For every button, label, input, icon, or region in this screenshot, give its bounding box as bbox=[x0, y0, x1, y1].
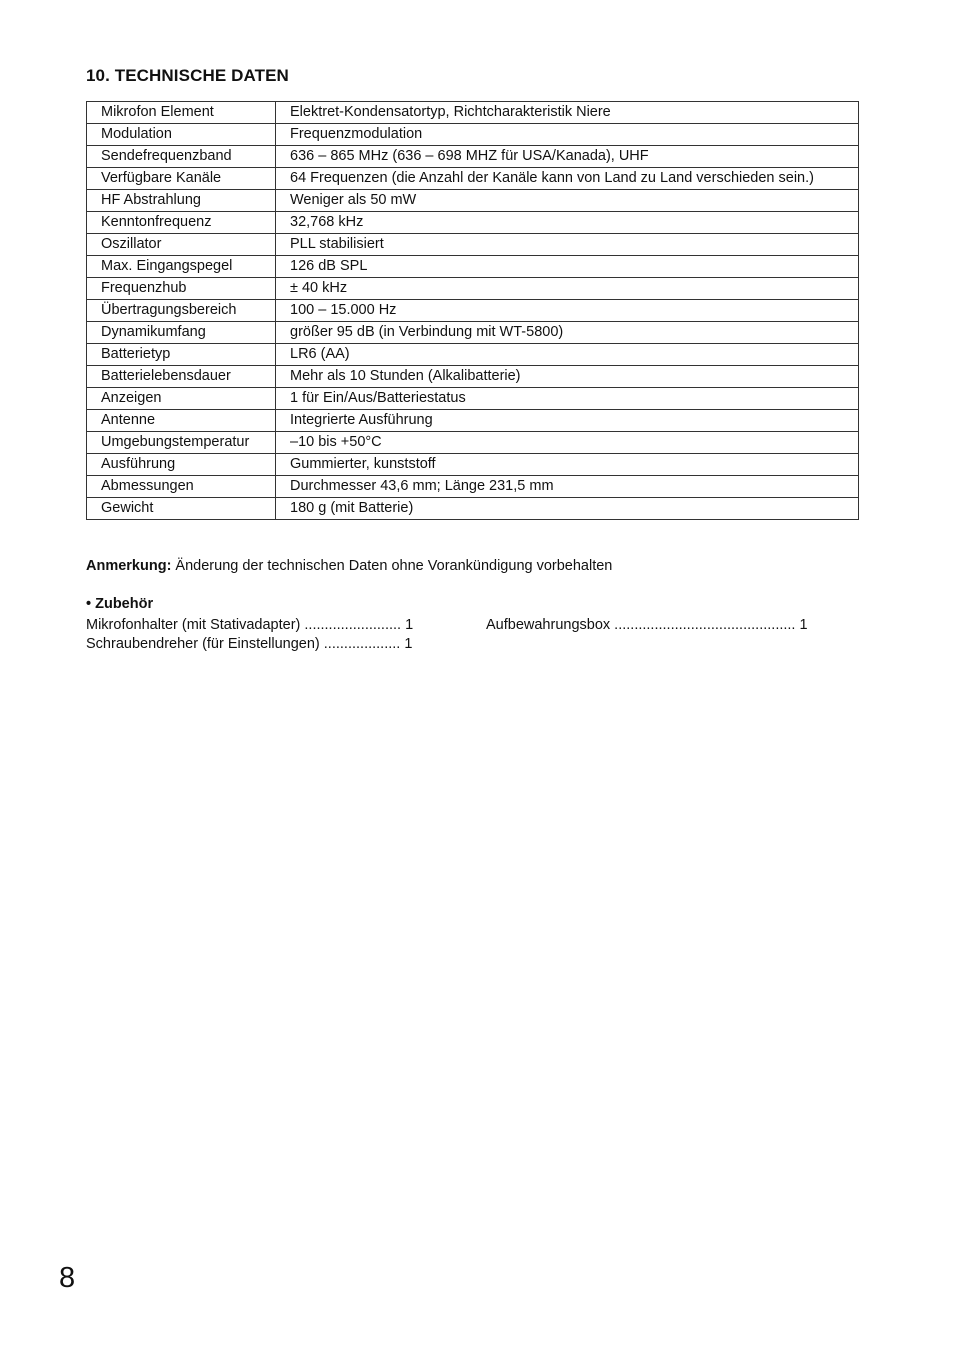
spec-label: Kenntonfrequenz bbox=[87, 212, 276, 234]
spec-label: Max. Eingangspegel bbox=[87, 256, 276, 278]
spec-label: Ausführung bbox=[87, 454, 276, 476]
spec-label: Modulation bbox=[87, 124, 276, 146]
spec-value: 126 dB SPL bbox=[276, 256, 859, 278]
spec-value: LR6 (AA) bbox=[276, 344, 859, 366]
spec-value: –10 bis +50°C bbox=[276, 432, 859, 454]
spec-label: Frequenzhub bbox=[87, 278, 276, 300]
spec-row bbox=[87, 146, 859, 168]
spec-label: Batterietyp bbox=[87, 344, 276, 366]
spec-label: Antenne bbox=[87, 410, 276, 432]
spec-row bbox=[87, 476, 859, 498]
note bbox=[86, 558, 612, 574]
spec-row bbox=[87, 256, 859, 278]
spec-label: Anzeigen bbox=[87, 388, 276, 410]
spec-value: PLL stabilisiert bbox=[276, 234, 859, 256]
spec-label: Gewicht bbox=[87, 498, 276, 520]
specifications-table-body bbox=[87, 102, 859, 520]
spec-row bbox=[87, 432, 859, 454]
specifications-table bbox=[86, 101, 859, 520]
spec-value: Integrierte Ausführung bbox=[276, 410, 859, 432]
spec-value: Weniger als 50 mW bbox=[276, 190, 859, 212]
page-number: 8 bbox=[59, 1262, 76, 1294]
spec-row bbox=[87, 344, 859, 366]
spec-value: Frequenzmodulation bbox=[276, 124, 859, 146]
note-text: Änderung der technischen Daten ohne Vorankündigung vorbehalten bbox=[171, 558, 613, 574]
spec-label: Sendefrequenzband bbox=[87, 146, 276, 168]
spec-value: größer 95 dB (in Verbindung mit WT-5800) bbox=[276, 322, 859, 344]
spec-value: Gummierter, kunststoff bbox=[276, 454, 859, 476]
note-label: Anmerkung: bbox=[86, 558, 172, 574]
section-title: 10. TECHNISCHE DATEN bbox=[86, 66, 289, 85]
spec-row bbox=[87, 102, 859, 124]
spec-row bbox=[87, 234, 859, 256]
spec-label: Abmessungen bbox=[87, 476, 276, 498]
spec-value: Elektret-Kondensatortyp, Richtcharakteristik Niere bbox=[276, 102, 859, 124]
spec-label: Umgebungstemperatur bbox=[87, 432, 276, 454]
spec-label: Mikrofon Element bbox=[87, 102, 276, 124]
spec-row bbox=[87, 300, 859, 322]
accessory-item: Mikrofonhalter (mit Stativadapter) ........................ 1 bbox=[86, 617, 414, 633]
spec-label: Batterielebensdauer bbox=[87, 366, 276, 388]
spec-row bbox=[87, 212, 859, 234]
spec-value: Mehr als 10 Stunden (Alkalibatterie) bbox=[276, 366, 859, 388]
spec-row bbox=[87, 454, 859, 476]
spec-value: 180 g (mit Batterie) bbox=[276, 498, 859, 520]
spec-label: Dynamikumfang bbox=[87, 322, 276, 344]
spec-value: 1 für Ein/Aus/Batteriestatus bbox=[276, 388, 859, 410]
spec-label: Übertragungsbereich bbox=[87, 300, 276, 322]
spec-value: ± 40 kHz bbox=[276, 278, 859, 300]
spec-value: 100 – 15.000 Hz bbox=[276, 300, 859, 322]
spec-value: 64 Frequenzen (die Anzahl der Kanäle kann von Land zu Land verschieden sein.) bbox=[276, 168, 859, 190]
spec-row bbox=[87, 388, 859, 410]
spec-row bbox=[87, 366, 859, 388]
spec-label: Verfügbare Kanäle bbox=[87, 168, 276, 190]
spec-value: 636 – 865 MHz (636 – 698 MHZ für USA/Kanada), UHF bbox=[276, 146, 859, 168]
spec-row bbox=[87, 278, 859, 300]
spec-row bbox=[87, 124, 859, 146]
accessories-title: • Zubehör bbox=[86, 596, 154, 612]
accessory-item: Aufbewahrungsbox ............................................. 1 bbox=[486, 617, 808, 633]
accessory-item: Schraubendreher (für Einstellungen) ................... 1 bbox=[86, 636, 413, 652]
spec-row bbox=[87, 168, 859, 190]
spec-value: 32,768 kHz bbox=[276, 212, 859, 234]
spec-row bbox=[87, 410, 859, 432]
spec-value: Durchmesser 43,6 mm; Länge 231,5 mm bbox=[276, 476, 859, 498]
spec-row bbox=[87, 190, 859, 212]
spec-label: Oszillator bbox=[87, 234, 276, 256]
spec-row bbox=[87, 322, 859, 344]
spec-label: HF Abstrahlung bbox=[87, 190, 276, 212]
spec-row bbox=[87, 498, 859, 520]
